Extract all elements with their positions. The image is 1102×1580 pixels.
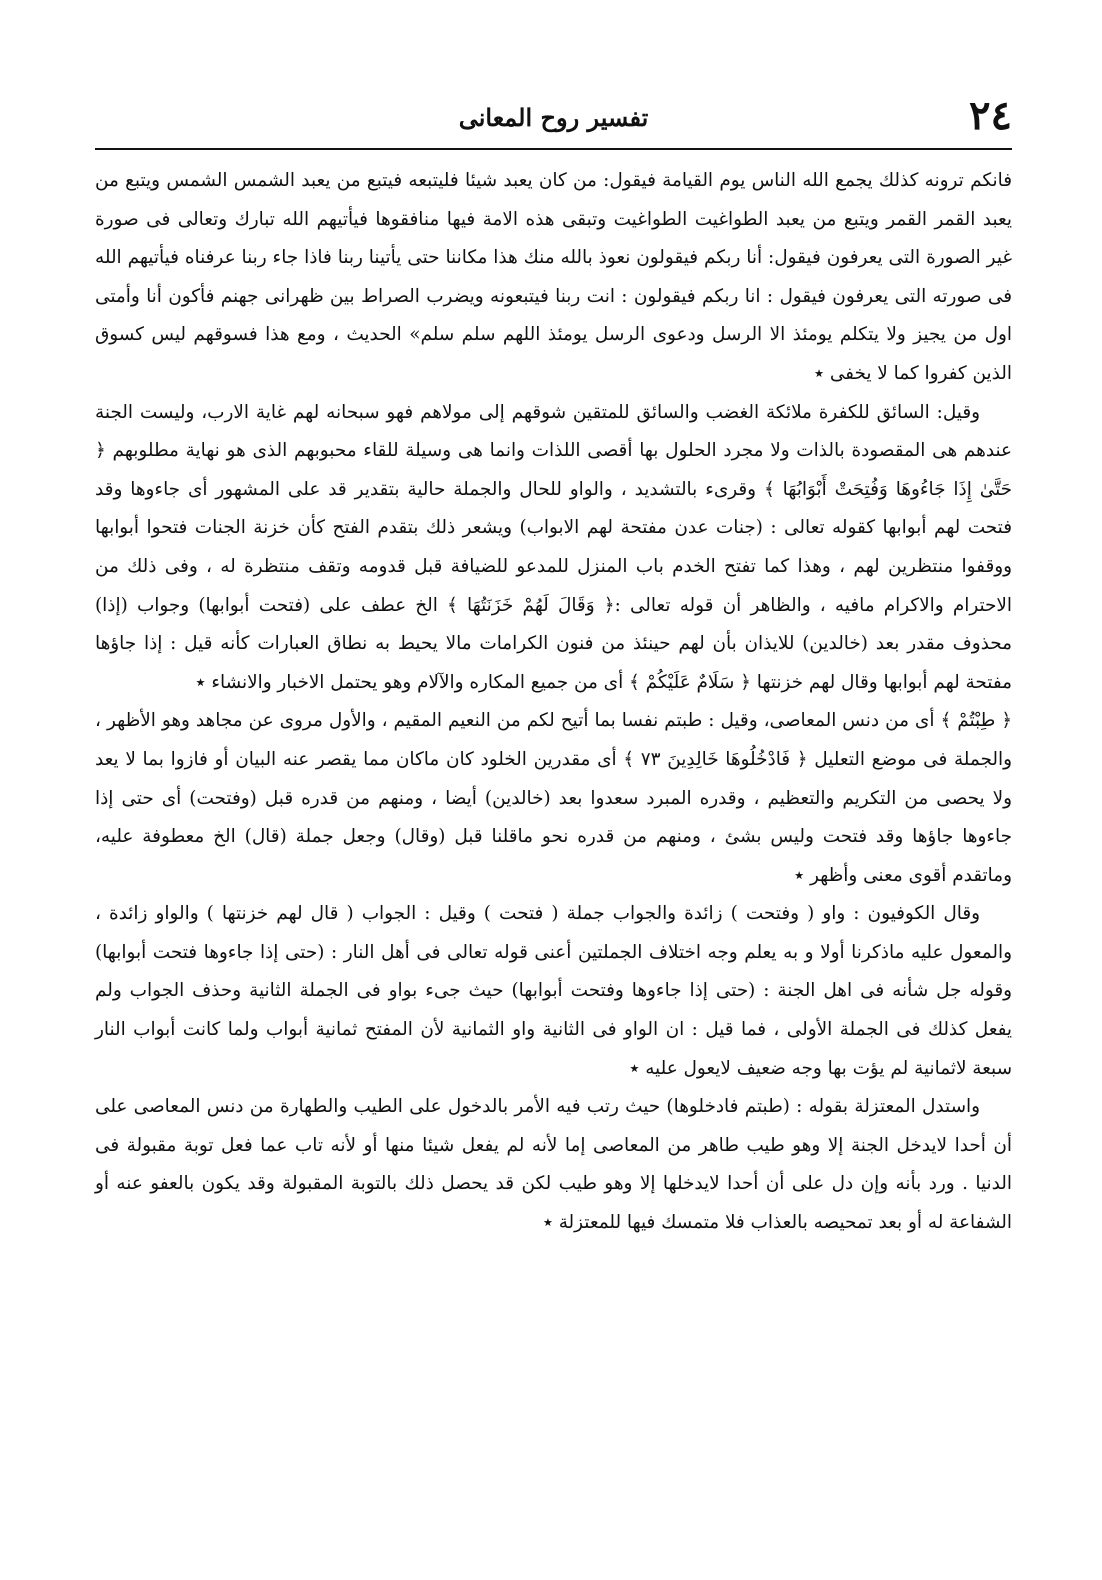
paragraph-3: ﴿ طِبْتُمْ ﴾ أى من دنس المعاصى، وقيل : طبتم نفسا بما أتيح لكم من النعيم المقيم ، والأول مروى عن مجاهد وهو الأظهر ، والجملة فى موضع التعليل ﴿ فَادْخُلُوهَا خَالِدِينَ ٧٣ ﴾ أى مقدرين الخلود كان ماكان مما يقصر عنه البيان أو فازوا بما لا يعد ولا يحصى من التكريم والتعظيم ، وقدره المبرد سعدوا بعد (خالدين) أيضا ، ومنهم من قدره قبل (وفتحت) أى حتى إذا جاءوها جاؤها وقد فتحت وليس بشئ ، ومنهم من قدره نحو ماقلنا قبل (وقال) وجعل جملة (قال) الخ معطوفة عليه، وماتقدم أقوى معنى وأظهر ٭ — [95, 710, 1012, 886]
header-rule — [95, 148, 1012, 150]
paragraph-1: فانكم ترونه كذلك يجمع الله الناس يوم القيامة فيقول: من كان يعبد شيئا فليتبعه فيتبع من يعبد الشمس الشمس ويتبع من يعبد القمر القمر ويتبع من يعبد الطواغيت الطواغيت وتبقى هذه الامة فيها منافقوها فيأتيهم الله تبارك وتعالى فى صورة غير الصورة التى يعرفون فيقول: أنا ربكم فيقولون نعوذ بالله منك هذا مكاننا حتى يأتينا ربنا فاذا جاء ربنا عرفناه فيأتيهم الله فى صورته التى يعرفون فيقول : انا ربكم فيقولون : انت ربنا فيتبعونه ويضرب الصراط بين ظهرانى جهنم فأكون أنا وأمتى اول من يجيز ولا يتكلم يومئذ الا الرسل ودعوى الرسل يومئذ اللهم سلم سلم» الحديث ، ومع هذا فسوقهم ليس كسوق الذين كفروا كما لا يخفى ٭ — [95, 170, 1012, 384]
paragraph-4: وقال الكوفيون : واو ( وفتحت ) زائدة والجواب جملة ( فتحت ) وقيل : الجواب ( قال لهم خزنتها ) والواو زائدة ، والمعول عليه ماذكرنا أولا و به يعلم وجه اختلاف الجملتين أعنى قوله تعالى فى أهل النار : (حتى إذا جاءوها فتحت أبوابها) وقوله جل شأنه فى اهل الجنة : (حتى إذا جاءوها وفتحت أبوابها) حيث جىء بواو فى الجملة الثانية وحذف الجواب ولم يفعل كذلك فى الجملة الأولى ، فما قيل : ان الواو فى الثانية واو الثمانية لأن المفتح ثمانية أبواب ولما كانت أبواب النار سبعة لاثمانية لم يؤت بها وجه ضعيف لايعول عليه ٭ — [95, 903, 1012, 1079]
page-body — [95, 162, 1012, 1243]
page-header — [95, 88, 1012, 150]
paragraph-2: وقيل: السائق للكفرة ملائكة الغضب والسائق للمتقين شوقهم إلى مولاهم فهو سبحانه لهم غاية الارب، وليست الجنة عندهم هى المقصودة بالذات ولا مجرد الحلول بها أقصى اللذات وانما هى وسيلة للقاء محبوبهم الذى هو نهاية مطلوبهم ﴿ حَتَّىٰ إِذَا جَاءُوهَا وَفُتِحَتْ أَبْوَابُهَا ﴾ وقرىء بالتشديد ، والواو للحال والجملة حالية بتقدير قد على المشهور أى جاءوها وقد فتحت لهم أبوابها كقوله تعالى : (جنات عدن مفتحة لهم الابواب) ويشعر ذلك بتقدم الفتح كأن خزنة الجنات فتحوا أبوابها ووقفوا منتظرين لهم ، وهذا كما تفتح الخدم باب المنزل للمدعو للضيافة قبل قدومه وتقف منتظرة له ، وفى ذلك من الاحترام والاكرام مافيه ، والظاهر أن قوله تعالى :﴿ وَقَالَ لَهُمْ خَزَنَتُهَا ﴾ الخ عطف على (فتحت أبوابها) وجواب (إذا) محذوف مقدر بعد (خالدين) للايذان بأن لهم حينئذ من فنون الكرامات مالا يحيط به نطاق العبارات كأنه قيل : إذا جاؤها مفتحة لهم أبوابها وقال لهم خزنتها ﴿ سَلَامٌ عَلَيْكُمْ ﴾ أى من جميع المكاره والآلام وهو يحتمل الاخبار والانشاء ٭ — [95, 401, 1012, 693]
page-number: ٢٤ — [969, 92, 1012, 139]
paragraph-5: واستدل المعتزلة بقوله : (طبتم فادخلوها) حيث رتب فيه الأمر بالدخول على الطيب والطهارة من دنس المعاصى على أن أحدا لايدخل الجنة إلا وهو طيب طاهر من المعاصى إما لأنه لم يفعل شيئا منها أو لأنه تاب عما فعل توبة مقبولة فى الدنيا . ورد بأنه وإن دل على أن أحدا لايدخلها إلا وهو طيب لكن قد يحصل ذلك بالتوبة المقبولة وقد يكون بالعفو عنه أو الشفاعة له أو بعد تمحيصه بالعذاب فلا متمسك فيها للمعتزلة ٭ — [95, 1096, 1012, 1234]
running-title: تفسير روح المعانى — [458, 103, 649, 132]
